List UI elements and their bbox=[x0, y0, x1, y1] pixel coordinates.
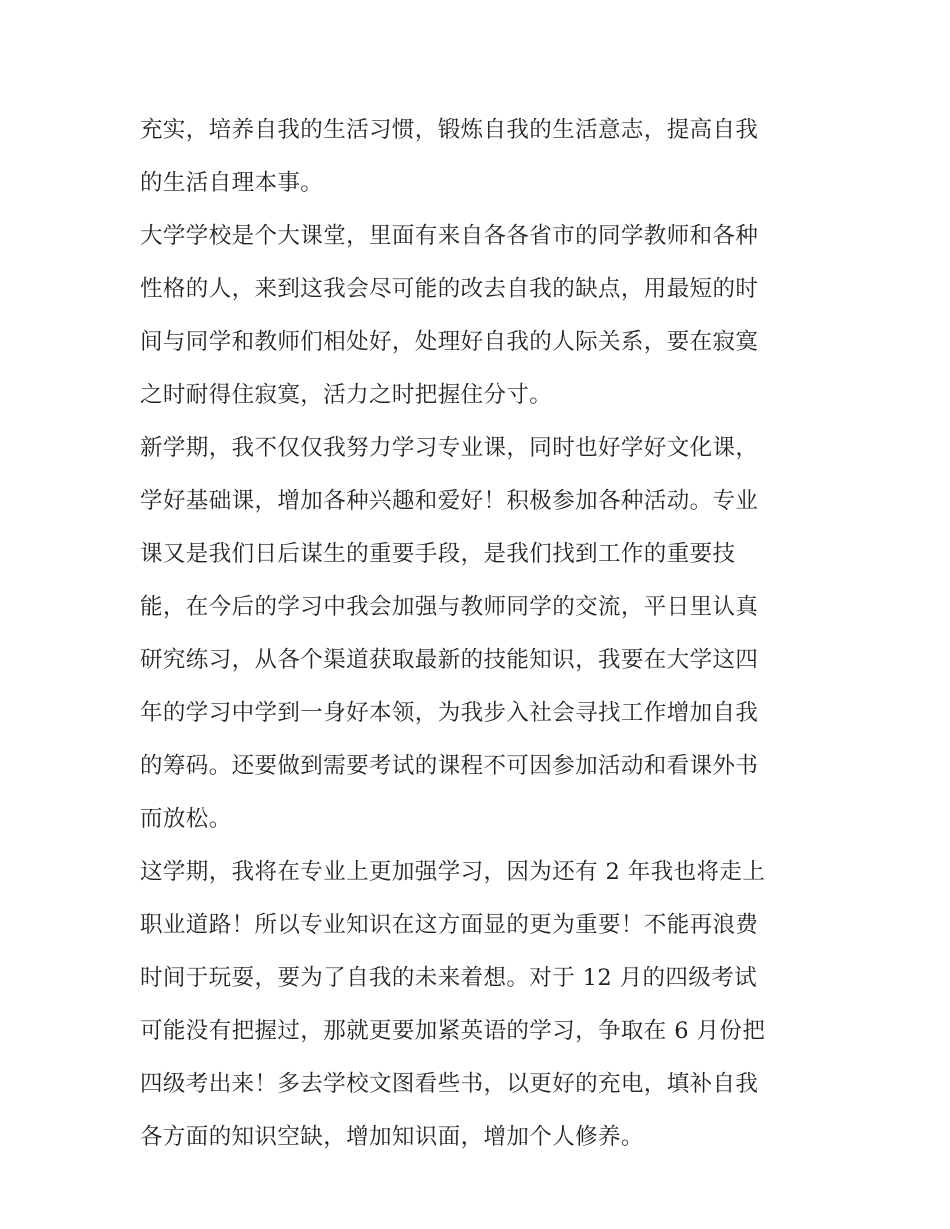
text-line: 各方面的知识空缺，增加知识面，增加个人修养。 bbox=[140, 1124, 644, 1150]
text-line: 充实，培养自我的生活习惯，锻炼自我的生活意志，提高自我 bbox=[140, 117, 759, 143]
text-line: 之时耐得住寂寞，活力之时把握住分寸。 bbox=[140, 382, 553, 408]
text-line: 这学期，我将在专业上更加强学习，因为还有 2 年我也将走上 bbox=[140, 859, 766, 885]
text-line: 而放松。 bbox=[140, 806, 232, 832]
text-line: 课又是我们日后谋生的重要手段，是我们找到工作的重要技 bbox=[140, 541, 736, 567]
text-line: 可能没有把握过，那就更要加紧英语的学习，争取在 6 月份把 bbox=[140, 1018, 766, 1044]
text-line: 能，在今后的学习中我会加强与教师同学的交流，平日里认真 bbox=[140, 594, 759, 620]
body-text bbox=[140, 104, 820, 1164]
text-line: 的筹码。还要做到需要考试的课程不可因参加活动和看课外书 bbox=[140, 753, 759, 779]
text-line: 研究练习，从各个渠道获取最新的技能知识，我要在大学这四 bbox=[140, 647, 759, 673]
text-line: 学好基础课，增加各种兴趣和爱好！积极参加各种活动。专业 bbox=[140, 488, 759, 514]
text-line: 的生活自理本事。 bbox=[140, 170, 324, 196]
text-line: 职业道路！所以专业知识在这方面显的更为重要！不能再浪费 bbox=[140, 912, 759, 938]
text-line: 间与同学和教师们相处好，处理好自我的人际关系，要在寂寞 bbox=[140, 329, 759, 355]
text-line: 时间于玩耍，要为了自我的未来着想。对于 12 月的四级考试 bbox=[140, 965, 758, 991]
text-line: 年的学习中学到一身好本领，为我步入社会寻找工作增加自我 bbox=[140, 700, 759, 726]
text-line: 新学期，我不仅仅我努力学习专业课，同时也好学好文化课， bbox=[140, 435, 759, 461]
text-line: 大学学校是个大课堂，里面有来自各各省市的同学教师和各种 bbox=[140, 223, 759, 249]
text-line: 四级考出来！多去学校文图看些书，以更好的充电，填补自我 bbox=[140, 1071, 759, 1097]
text-line: 性格的人，来到这我会尽可能的改去自我的缺点，用最短的时 bbox=[140, 276, 759, 302]
